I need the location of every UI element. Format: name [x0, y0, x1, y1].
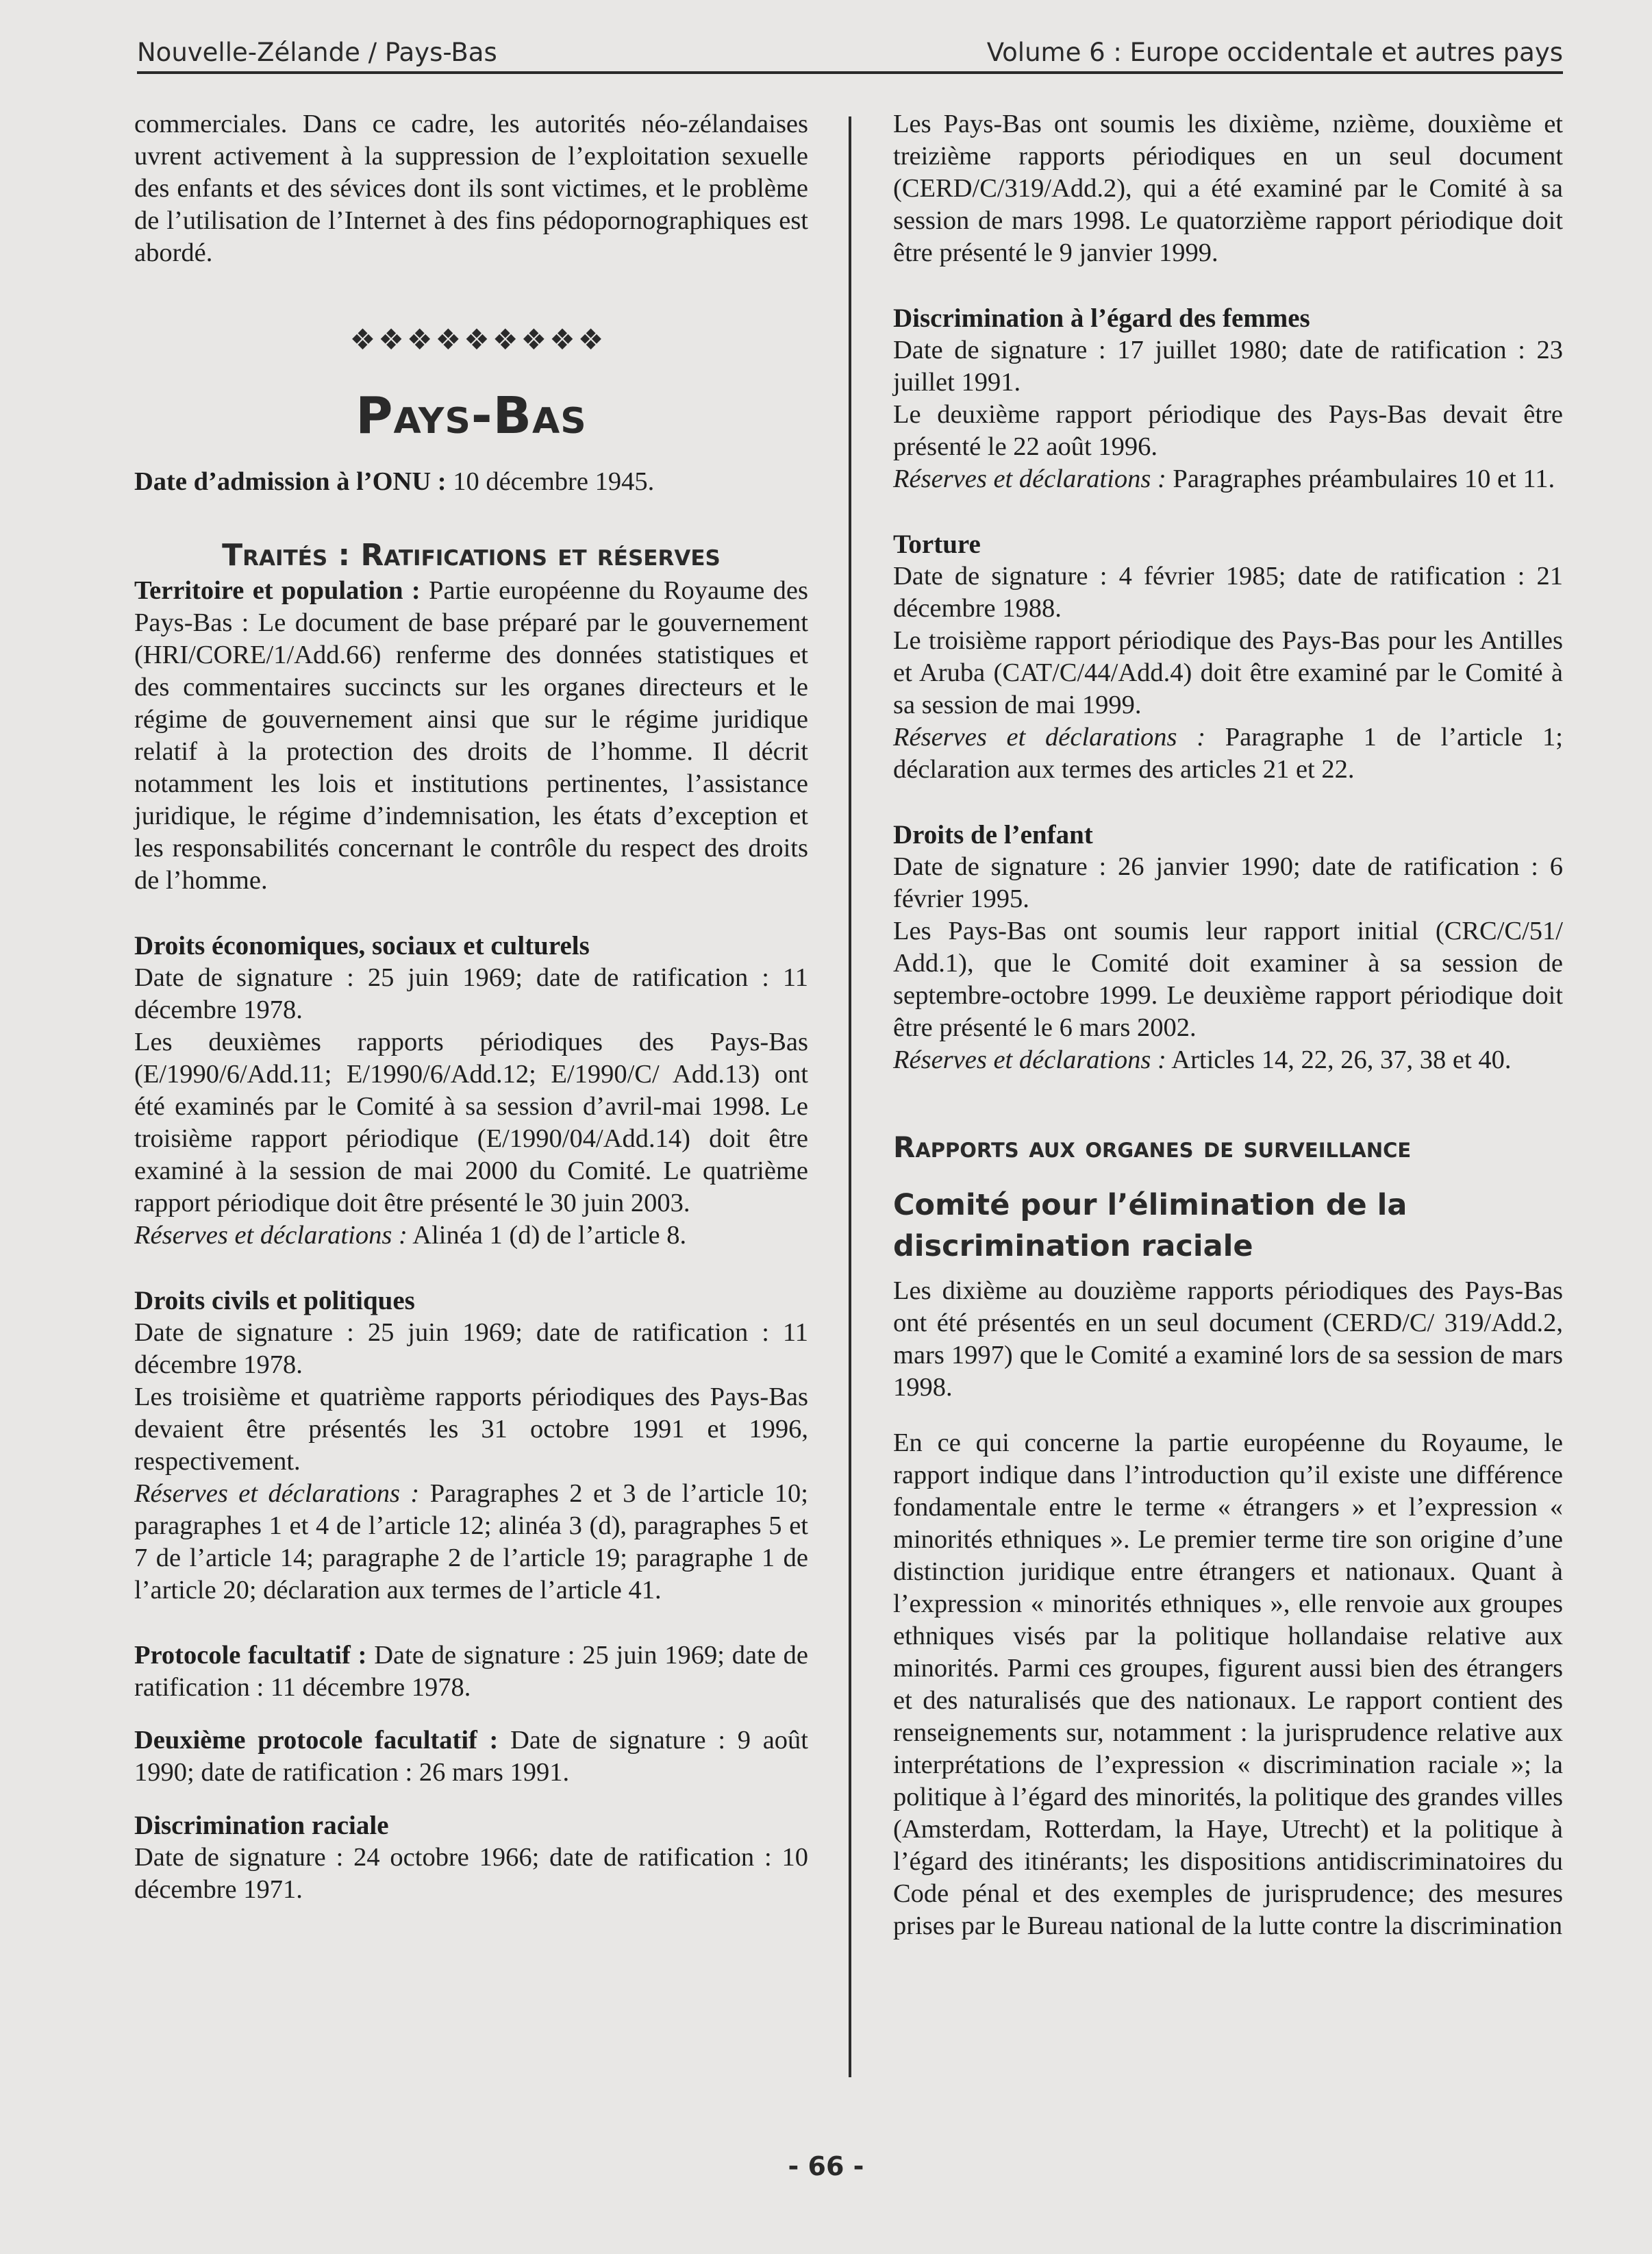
section-title-reports: Rapports aux organes de surveillance [893, 1130, 1412, 1164]
treaty-text: Le deuxième rapport périodique des Pays-Bas devait être présenté le 22 août 1996. [893, 400, 1563, 461]
treaty-femmes [893, 302, 1563, 495]
admission-value: 10 décembre 1945. [446, 467, 655, 496]
treaty-reserves [134, 1478, 808, 1607]
treaty-title: Torture [893, 530, 981, 559]
ornament-divider: ❖❖❖❖❖❖❖❖❖ [349, 323, 607, 356]
treaty-reserves [893, 721, 1563, 786]
treaty-text: Les deuxièmes rapports périodiques des Pays-Bas (E/1990/6/Add.11; E/1990/6/Add.12; E/1990/C/ Add.13) ont été examinés par le Comité à sa session d’avril-mai 1998. Le troisième rapport périodique (E/1990/04/Add.14) doit être examiné à la session de mai 2000 du Comité. Le quatrième rapport périodique doit être présenté le 30 juin 2003. [134, 1028, 808, 1217]
reserves-text: Articles 14, 22, 26, 37, 38 et 40. [1166, 1045, 1512, 1074]
treaty-title: Discrimination raciale [134, 1811, 389, 1840]
treaty-enfant [893, 819, 1563, 1076]
territoire-paragraph [134, 575, 808, 897]
treaty-desc [134, 930, 808, 1252]
treaty-dates: Date de signature : 17 juillet 1980; date de ratification : 23 juillet 1991. [893, 336, 1563, 397]
running-header [137, 27, 1563, 74]
treaty-title: Droits civils et politiques [134, 1286, 415, 1315]
treaty-reserves [893, 463, 1563, 495]
deuxieme-text: Date de signature : 9 août 1990; date de ratification : 26 mars 1991. [134, 1726, 808, 1787]
cerd-paragraph-1: Les dixième au douzième rapports périodiques des Pays-Bas ont été présentés en un seul document (CERD/C/ 319/Add.2, mars 1997) que le Comité a examiné lors de sa session de mars 1998. [893, 1276, 1563, 1402]
reserves-text: Paragraphes préambulaires 10 et 11. [1166, 465, 1555, 493]
treaty-dates: Date de signature : 4 février 1985; date de ratification : 21 décembre 1988. [893, 562, 1563, 623]
territoire-text: Partie européenne du Royaume des Pays-Bas : Le document de base préparé par le gouvernement (HRI/CORE/1/Add.66) renferme des données statistiques et des commentaires succincts sur les organes directeurs et le régime de gouvernement ainsi que sur le régime juridique relatif à la protection des droits de l’homme. Il décrit notamment les lois et institutions pertinentes, l’assistance juridique, le régime d’indemnisation, les états d’exception et les responsabilités concernant le contrôle du respect des droits de l’homme. [134, 576, 808, 895]
right-column [893, 108, 1563, 1942]
column-divider [849, 116, 851, 2077]
protocole-label: Protocole facultatif : [134, 1641, 367, 1670]
section-title-treaties: Traités : Ratifications et réserves [222, 538, 721, 573]
admission-label: Date d’admission à l’ONU : [134, 467, 447, 496]
reserves-label: Réserves et déclarations : [134, 1479, 420, 1508]
reserves-text: Paragraphes 2 et 3 de l’article 10; paragraphes 1 et 4 de l’article 12; alinéa 3 (d), paragraphes 5 et 7 de l’article 14; paragraphe 2 de l’article 19; paragraphe 1 de l’article 20; déclaration aux termes de l’article 41. [134, 1479, 809, 1605]
cerd-continuation: Les Pays-Bas ont soumis les dixième, nzième, douxième et treizième rapports périodiques en un seul document (CERD/C/319/Add.2), qui a été examiné par le Comité à sa session de mars 1998. Le quatorzième rapport périodique doit être présenté le 9 janvier 1999. [893, 110, 1563, 267]
treaty-text: Les troisième et quatrième rapports périodiques des Pays-Bas devaient être présentés les 31 octobre 1991 et 1996, respectivement. [134, 1383, 808, 1476]
treaty-dates: Date de signature : 25 juin 1969; date de ratification : 11 décembre 1978. [134, 1318, 808, 1379]
reserves-label: Réserves et déclarations : [893, 723, 1206, 752]
reserves-text: Paragraphe 1 de l’article 1; déclaration aux termes des articles 21 et 22. [893, 723, 1563, 784]
deuxieme-label: Deuxième protocole facultatif : [134, 1726, 499, 1755]
protocole-text: Date de signature : 25 juin 1969; date de ratification : 11 décembre 1978. [134, 1641, 808, 1702]
reserves-text: Alinéa 1 (d) de l’article 8. [407, 1221, 687, 1250]
reserves-label: Réserves et déclarations : [134, 1221, 408, 1250]
treaty-torture [893, 528, 1563, 786]
reserves-label: Réserves et déclarations : [893, 465, 1166, 493]
treaty-text: Les Pays-Bas ont soumis leur rapport initial (CRC/C/51/ Add.1), que le Comité doit examiner à sa session de septembre-octobre 1999. Le deuxième rapport périodique doit être présenté le 6 mars 2002. [893, 917, 1563, 1042]
treaty-discr [134, 1809, 808, 1906]
country-title: Pays-Bas [355, 386, 587, 445]
subsection-title-cerd: Comité pour l’élimination de la discrimination raciale [893, 1188, 1407, 1263]
left-column [134, 108, 808, 1906]
treaty-title: Droits de l’enfant [893, 820, 1093, 850]
cerd-paragraph-2: En ce qui concerne la partie européenne du Royaume, le rapport indique dans l’introduction qu’il existe une différence fondamentale entre le terme « étrangers » et l’expression « minorités ethniques ». Le premier terme tire son origine d’une distinction juridique entre étrangers et nationaux. Quant à l’expression « minorités ethniques », elle renvoie aux groupes ethniques visés par la politique hollandaise relative aux minorités. Parmi ces groupes, figurent aussi bien des étrangers et des naturalisés que des nationaux. Le rapport contient des renseignements sur, notamment : la jurisprudence relative aux interprétations de l’expression « discrimination raciale »; la politique à l’égard des minorités, la politique des grandes villes (Amsterdam, Rotterdam, la Haye, Utrecht) et la politique à l’égard des itinérants; les dispositions antidiscriminatoires du Code pénal et des exemples de jurisprudence; des mesures prises par le Bureau national de la lutte contre la discrimination [893, 1428, 1563, 1940]
territoire-label: Territoire et population : [134, 576, 421, 605]
treaty-dates: Date de signature : 26 janvier 1990; date de ratification : 6 février 1995. [893, 852, 1563, 913]
treaty-text: Le troisième rapport périodique des Pays-Bas pour les Antilles et Aruba (CAT/C/44/Add.4) doit être examiné par le Comité à sa session de mai 1999. [893, 626, 1563, 719]
treaty-reserves [134, 1219, 808, 1252]
admission-date [134, 466, 808, 498]
header-right: Volume 6 : Europe occidentale et autres pays [986, 38, 1563, 67]
header-left: Nouvelle-Zélande / Pays-Bas [137, 38, 497, 67]
intro-paragraph: commerciales. Dans ce cadre, les autorités néo-zélandaises uvrent activement à la suppression de l’exploitation sexuelle des enfants et des sévices dont ils sont victimes, et le problème de l’utilisation de l’Internet à des fins pédopornographiques est abordé. [134, 110, 808, 267]
treaty-title: Discrimination à l’égard des femmes [893, 304, 1310, 333]
reserves-label: Réserves et déclarations : [893, 1045, 1166, 1074]
page-number: - 66 - [788, 2151, 864, 2181]
protocole-facultatif [134, 1639, 808, 1704]
treaty-reserves [893, 1044, 1563, 1076]
treaty-title: Droits économiques, sociaux et culturels [134, 931, 590, 961]
treaty-dcp [134, 1285, 808, 1607]
deuxieme-protocole [134, 1724, 808, 1789]
treaty-dates: Date de signature : 25 juin 1969; date de ratification : 11 décembre 1978. [134, 963, 808, 1024]
treaty-dates: Date de signature : 24 octobre 1966; date de ratification : 10 décembre 1971. [134, 1843, 808, 1904]
